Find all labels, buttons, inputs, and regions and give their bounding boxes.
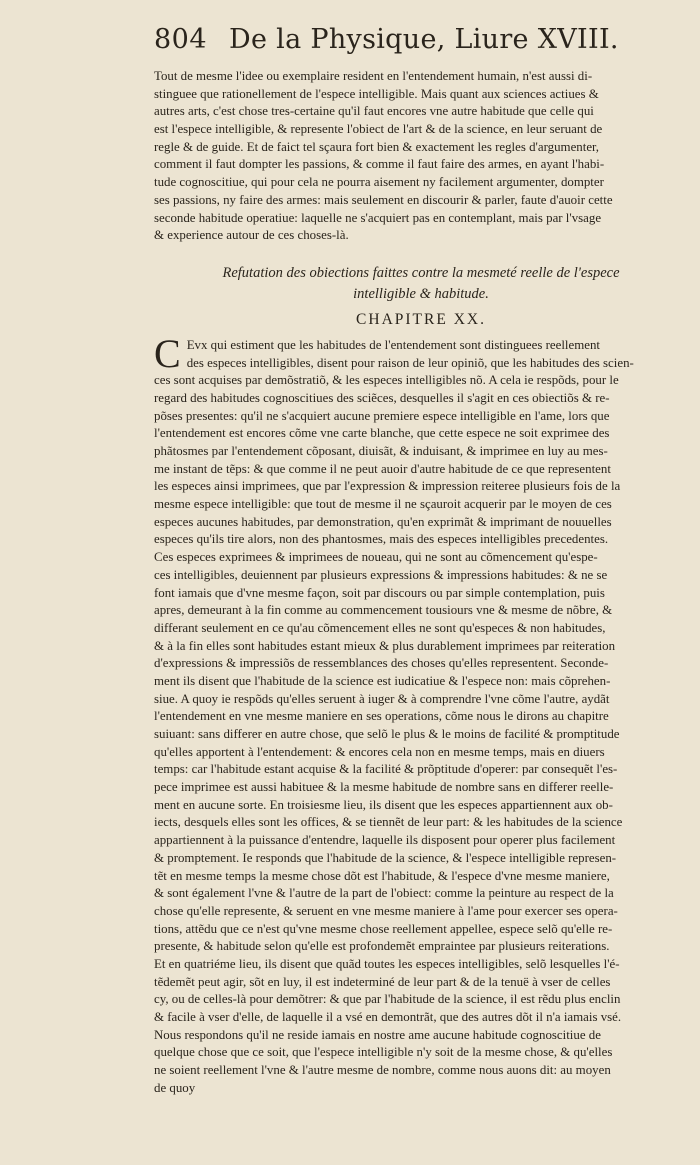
text-line: siue. A quoy ie respõds qu'elles seruent à iuger & à comprendre l'vne cõme l'autre, aydãt: [154, 691, 610, 706]
text-line: ment ils disent que l'habitude de la science est iudicatiue & l'espece non: mais cõprehen-: [154, 673, 611, 688]
section-heading: [154, 263, 688, 305]
text-line: l'entendement en vne mesme maniere en ses operations, cõme nous le dirons au chapitre: [154, 709, 609, 724]
text-line: Et en quatriéme lieu, ils disent que quãd toutes les especes intelligibles, selõ lesquelles l'é-: [154, 956, 620, 971]
text-line: tẽdemẽt peut agir, sõt en luy, il est indeterminé de leur part & de la tenuë à vser de celles: [154, 974, 611, 989]
text-line: me instant de tẽps: & que comme il ne peut auoir d'autre habitude de ce que representent: [154, 461, 611, 476]
text-line: regle & de guide. Et de faict tel sçaura fort bien & exactement les regles d'argumenter,: [154, 139, 600, 154]
text-line: comment il faut dompter les passions, & comme il faut faire des armes, en ayant l'habi-: [154, 157, 605, 172]
text-line: tions, attẽdu que ce n'est qu'vne mesme chose reellement appellee, espece selõ qu'elle re-: [154, 921, 613, 936]
text-line: autres arts, c'est chose tres-certaine qu'il faut encores vne autre habitude que celle qui: [154, 104, 594, 119]
page-number: 804: [154, 24, 208, 55]
text-line: les especes ainsi imprimees, que par l'expression & impression reiteree plusieurs fois de la: [154, 479, 621, 494]
text-line: stinguee que rationellement de l'espece intelligible. Mais quant aux sciences actiues &: [154, 86, 599, 101]
text-line: seconde habitude operatiue: laquelle ne s'acquiert pas en contemplant, mais par l'vsage: [154, 210, 602, 225]
section-heading-line-2: intelligible & habitude.: [353, 285, 489, 302]
running-title: De la Physique, Liure XVIII.: [229, 24, 619, 55]
text-line: Nous respondons qu'il ne reside iamais en nostre ame aucune habitude cognoscitiue de: [154, 1027, 601, 1042]
text-line: tude cognoscitiue, qui pour cela ne pourra aisement ny facilement argumenter, dompter: [154, 175, 604, 190]
text-line: l'entendement est encores cõme vne carte blanche, que cette espece ne soit exprimee des: [154, 426, 610, 441]
text-line: chose qu'elle represente, & seruent en vne mesme maniere à l'ame pour exercer ses opera-: [154, 903, 618, 918]
text-line: qu'elles apportent à l'entendement: & encores cela non en mesme temps, mais en diuers: [154, 744, 605, 759]
text-line: Ces especes exprimees & imprimees de noueau, qui ne sont au cõmencement qu'espe-: [154, 550, 598, 565]
drop-capital: C: [154, 336, 181, 376]
text-line: appartiennent à la puissance d'entendre, laquelle ils disposent pour operer plus facilement: [154, 833, 616, 848]
text-line: ces sont acquises par demõstratiõ, & les especes intelligibles nõ. A cela ie respõds, pour le: [154, 373, 619, 388]
text-line: d'expressions & impressiõs de ressemblances des choses qu'elles representent. Seconde-: [154, 656, 609, 671]
text-line: & experience autour de ces choses-là.: [154, 228, 349, 243]
paragraph-1: [154, 68, 688, 245]
text-line: de quoy: [154, 1080, 196, 1095]
text-line: & sont également l'vne & l'autre de la part de l'obiect: comme la peinture au respect de la: [154, 886, 614, 901]
text-line: iects, desquels elles sont les offices, & se tiennẽt de leur part: & les habitudes de la science: [154, 815, 623, 830]
text-line: mesme espece intelligible: que tout de mesme il ne sçauroit acquerir par le moyen de ces: [154, 497, 612, 512]
text-line: pece imprimee est aussi habituee & la mesme habitude de nombre sans en differer reelle-: [154, 780, 614, 795]
text-line: Evx qui estiment que les habitudes de l'entendement sont distinguees reellement: [186, 337, 600, 352]
text-line: apres, demeurant à la fin comme au commencement tousiours vne & mesme de nõbre, &: [154, 603, 613, 618]
text-line: especes qu'ils tire alors, non des phantosmes, mais des especes intelligibles precedentes.: [154, 532, 609, 547]
text-line: regard des habitudes cognoscitiues des sciẽces, desquelles il s'agit en ces obiectiõs & re-: [154, 390, 610, 405]
text-line: font iamais que d'vne mesme façon, soit par discours ou par simple contemplation, puis: [154, 585, 605, 600]
text-line: differant seulement en ce qu'au cõmencement elles ne sont qu'especes & non habitudes,: [154, 620, 606, 635]
text-line: põses presentes: qu'il ne s'acquiert aucune premiere espece intelligible en l'ame, lors que: [154, 408, 610, 423]
text-line: quelque chose que ce soit, que l'espece intelligible n'y soit de la mesme chose, & qu'elles: [154, 1045, 613, 1060]
text-line: & à la fin elles sont habitudes estant mieux & plus durablement imprimees par reiteration: [154, 638, 616, 653]
text-line: est l'espece intelligible, & represente l'obiect de l'art & de la science, en leur seruant de: [154, 122, 603, 137]
text-line: des especes intelligibles, disent pour raison de leur opiniõ, que les habitudes des scien-: [186, 355, 634, 370]
text-line: ces intelligibles, deuiennent par plusieurs expressions & impressions habitudes: & ne se: [154, 567, 608, 582]
text-line: ses passions, ny faire des armes: mais seulement en discourir & parler, faute d'auoir cette: [154, 192, 613, 207]
text-line: cy, ou de celles-là pour demõtrer: & que par l'habitude de la science, il est rẽdu plus enclin: [154, 992, 621, 1007]
text-line: temps: car l'habitude estant acquise & la facilité & prõptitude d'operer: par consequẽt l'es-: [154, 762, 618, 777]
text-line: phãtosmes par l'entendement cõposant, diuisãt, & induisant, & imprimee en luy au mes-: [154, 444, 608, 458]
text-line: Tout de mesme l'idee ou exemplaire resident en l'entendement humain, n'est aussi di-: [154, 69, 593, 83]
text-line: ment en aucune sorte. En troisiesme lieu, ils disent que les especes appartiennent aux ob-: [154, 797, 613, 812]
text-line: & promptement. Ie responds que l'habitude de la science, & l'espece intelligible represen-: [154, 850, 617, 865]
paragraph-2: [154, 337, 688, 1098]
text-line: suiuant: sans differer en autre chose, que selõ le plus & le moins de facilité & promptitude: [154, 727, 620, 741]
text-line: tẽt en mesme temps la mesme chose dõt est l'habitude, & l'espece d'vne mesme maniere,: [154, 868, 610, 883]
text-line: ne soient reellement l'vne & l'autre mesme de nombre, comme nous auons dit: au moyen: [154, 1063, 611, 1078]
text-line: especes aucunes habitudes, par demonstration, qu'en exprimãt & imprimant de nouuelles: [154, 514, 612, 529]
section-heading-line-1: Refutation des obiections faittes contre la mesmeté reelle de l'espece: [222, 264, 620, 281]
chapter-heading: CHAPITRE XX.: [356, 310, 486, 328]
text-line: presente, & habitude selon qu'elle est profondemẽt empraintee par plusieurs reiterations.: [154, 939, 610, 954]
page-header: [154, 24, 688, 68]
text-line: & facile à vser d'elle, de laquelle il a vsé en demontrãt, que des autres dõt il n'a iamais vsé.: [154, 1010, 622, 1024]
